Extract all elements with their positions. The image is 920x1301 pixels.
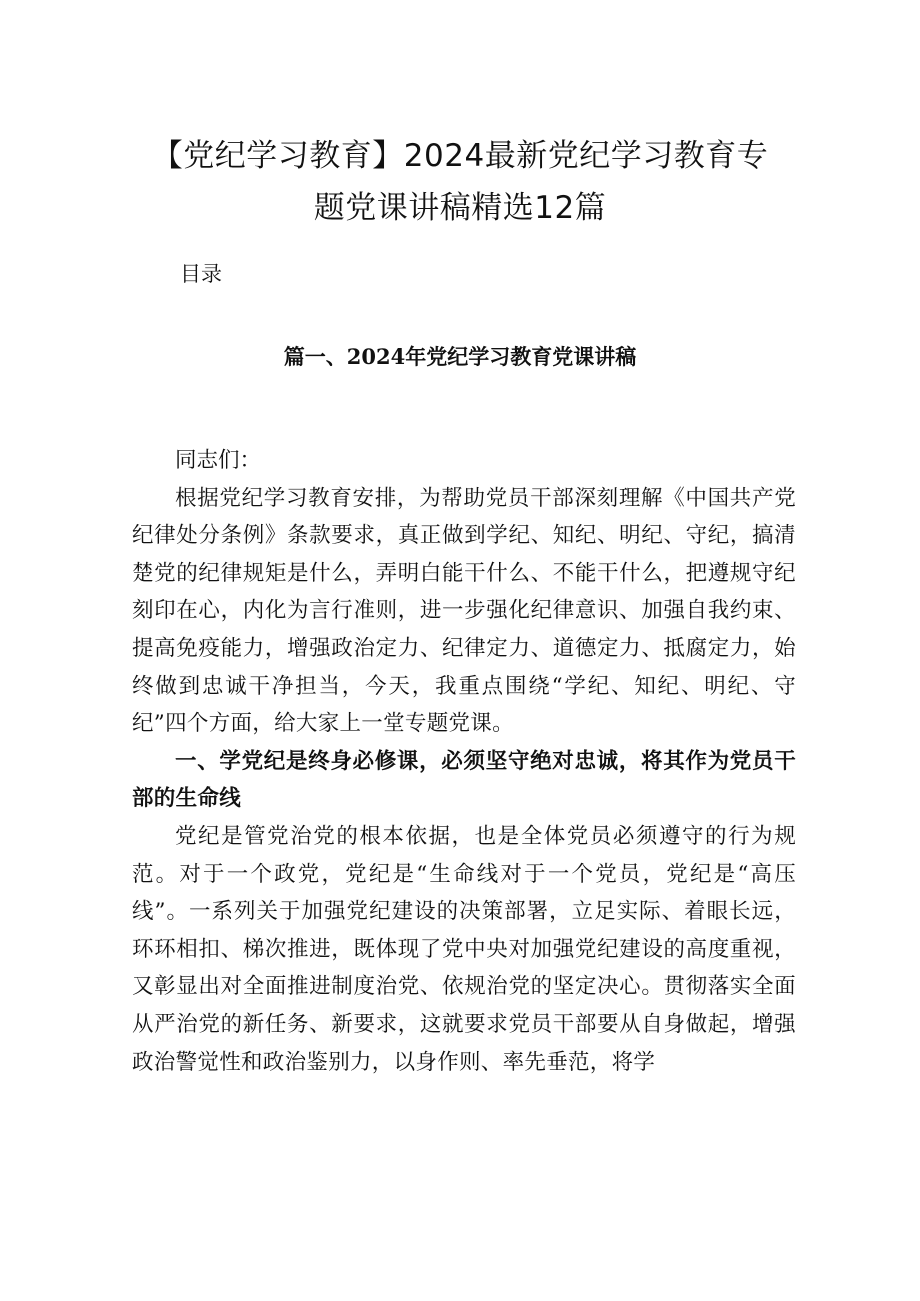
toc-label: 目录 — [180, 262, 222, 286]
greeting: 同志们： — [175, 448, 262, 473]
document-title-line-1: 【党纪学习教育】2024最新党纪学习教育专 — [151, 138, 769, 174]
paragraph-party-discipline: 党纪是管党治党的根本依据，也是全体党员必须遵守的行为规范。对于一个政党，党纪是“生命线对于一个党员，党纪是“高压线”。一系列关于加强党纪建设的决策部署，立足实际、着眼长远，环环相扣、梯次推进，既体现了党中央对加强党纪建设的高度重视，又彰显出对全面推进制度治党、依规治党的坚定决心。贯彻落实全面从严治党的新任务、新要求，这就要求党员干部要从自身做起，增强政治警觉性和政治鉴别力，以身作则、率先垂范，将学 — [132, 823, 796, 1075]
subheading-one: 一、学党纪是终身必修课，必须坚守绝对忠诚，将其作为党员干部的生命线 — [132, 748, 796, 812]
body-text — [132, 442, 796, 1081]
document-title-line-2: 题党课讲稿精选12篇 — [313, 190, 607, 226]
paragraph-intro: 根据党纪学习教育安排，为帮助党员干部深刻理解《中国共产党纪律处分条例》条款要求，真正做到学纪、知纪、明纪、守纪，搞清楚党的纪律规矩是什么，弄明白能干什么、不能干什么，把遵规守纪刻印在心，内化为言行准则，进一步强化纪律意识、加强自我约束、提高免疫能力，增强政治定力、纪律定力、道德定力、抵腐定力，始终做到忠诚干净担当，今天，我重点围绕“学纪、知纪、明纪、守纪”四个方面，给大家上一堂专题党课。 — [132, 485, 796, 737]
section-heading: 篇一、2024年党纪学习教育党课讲稿 — [283, 344, 637, 369]
document-title — [100, 130, 820, 234]
